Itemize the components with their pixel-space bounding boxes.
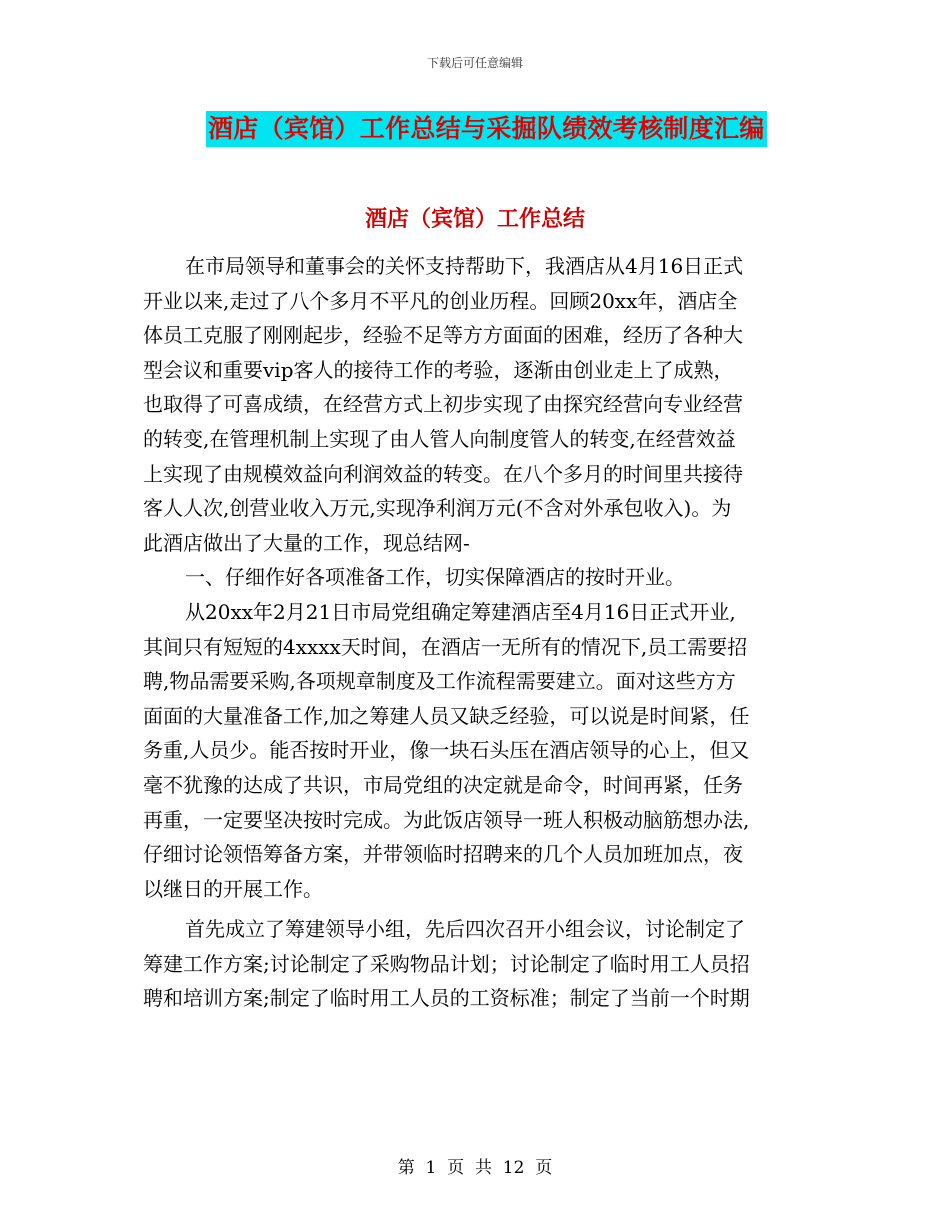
section-title: 酒店（宾馆）工作总结 (364, 206, 585, 232)
paragraph-line: 筹建工作方案;讨论制定了采购物品计划；讨论制定了临时用工人员招 (143, 951, 750, 976)
body-text (143, 249, 823, 1016)
paragraph-line: 上实现了由规模效益向利润效益的转变。在八个多月的时间里共接待 (143, 461, 743, 486)
paragraph-line: 仔细讨论领悟筹备方案，并带领临时招聘来的几个人员加班加点，夜 (143, 842, 743, 867)
paragraph-line: 的转变,在管理机制上实现了由人管人向制度管人的转变,在经营效益 (143, 426, 736, 451)
paragraph-line: 从20xx年2月21日市局党组确定筹建酒店至4月16日正式开业, (185, 599, 736, 624)
paragraph-line: 也取得了可喜成绩，在经营方式上初步实现了由探究经营向专业经营 (143, 392, 743, 417)
paragraph-line: 以继日的开展工作。 (143, 876, 323, 901)
paragraph-line: 面面的大量准备工作,加之筹建人员又缺乏经验，可以说是时间紧，任 (143, 703, 750, 728)
paragraph-line: 聘和培训方案;制定了临时用工人员的工资标准；制定了当前一个时期 (143, 986, 750, 1011)
paragraph-line: 此酒店做出了大量的工作，现总结网- (143, 530, 470, 555)
paragraph-line: 客人人次,创营业收入万元,实现净利润万元(不含对外承包收入)。为 (143, 496, 732, 521)
page-header-note: 下载后可任意编辑 (426, 56, 523, 70)
paragraph-line: 务重,人员少。能否按时开业，像一块石头压在酒店领导的心上，但又 (143, 738, 750, 763)
paragraph-line: 毫不犹豫的达成了共识，市局党组的决定就是命令，时间再紧，任务 (143, 772, 743, 797)
paragraph-line: 在市局领导和董事会的关怀支持帮助下，我酒店从4月16日正式 (185, 254, 744, 278)
paragraph-line: 再重，一定要坚决按时完成。为此饭店领导一班人积极动脑筋想办法, (143, 807, 750, 832)
paragraph-line: 型会议和重要vip客人的接待工作的考验，逐渐由创业走上了成熟， (143, 357, 734, 382)
paragraph-line: 体员工克服了刚刚起步，经验不足等方方面面的困难，经历了各种大 (143, 323, 743, 348)
paragraph-line: 其间只有短短的4xxxx天时间，在酒店一无所有的情况下,员工需要招 (143, 634, 748, 659)
paragraph-line: 开业以来,走过了八个多月不平凡的创业历程。回顾20xx年，酒店全 (143, 288, 738, 313)
page-footer: 第 1 页 共 12 页 (397, 1158, 553, 1178)
paragraph-line: 首先成立了筹建领导小组，先后四次召开小组会议，讨论制定了 (185, 917, 745, 942)
document-main-title: 酒店（宾馆）工作总结与采掘队绩效考核制度汇编 (206, 111, 767, 147)
paragraph-line: 聘,物品需要采购,各项规章制度及工作流程需要建立。面对这些方方 (143, 669, 736, 694)
section-heading-line: 一、仔细作好各项准备工作，切实保障酒店的按时开业。 (185, 565, 685, 590)
